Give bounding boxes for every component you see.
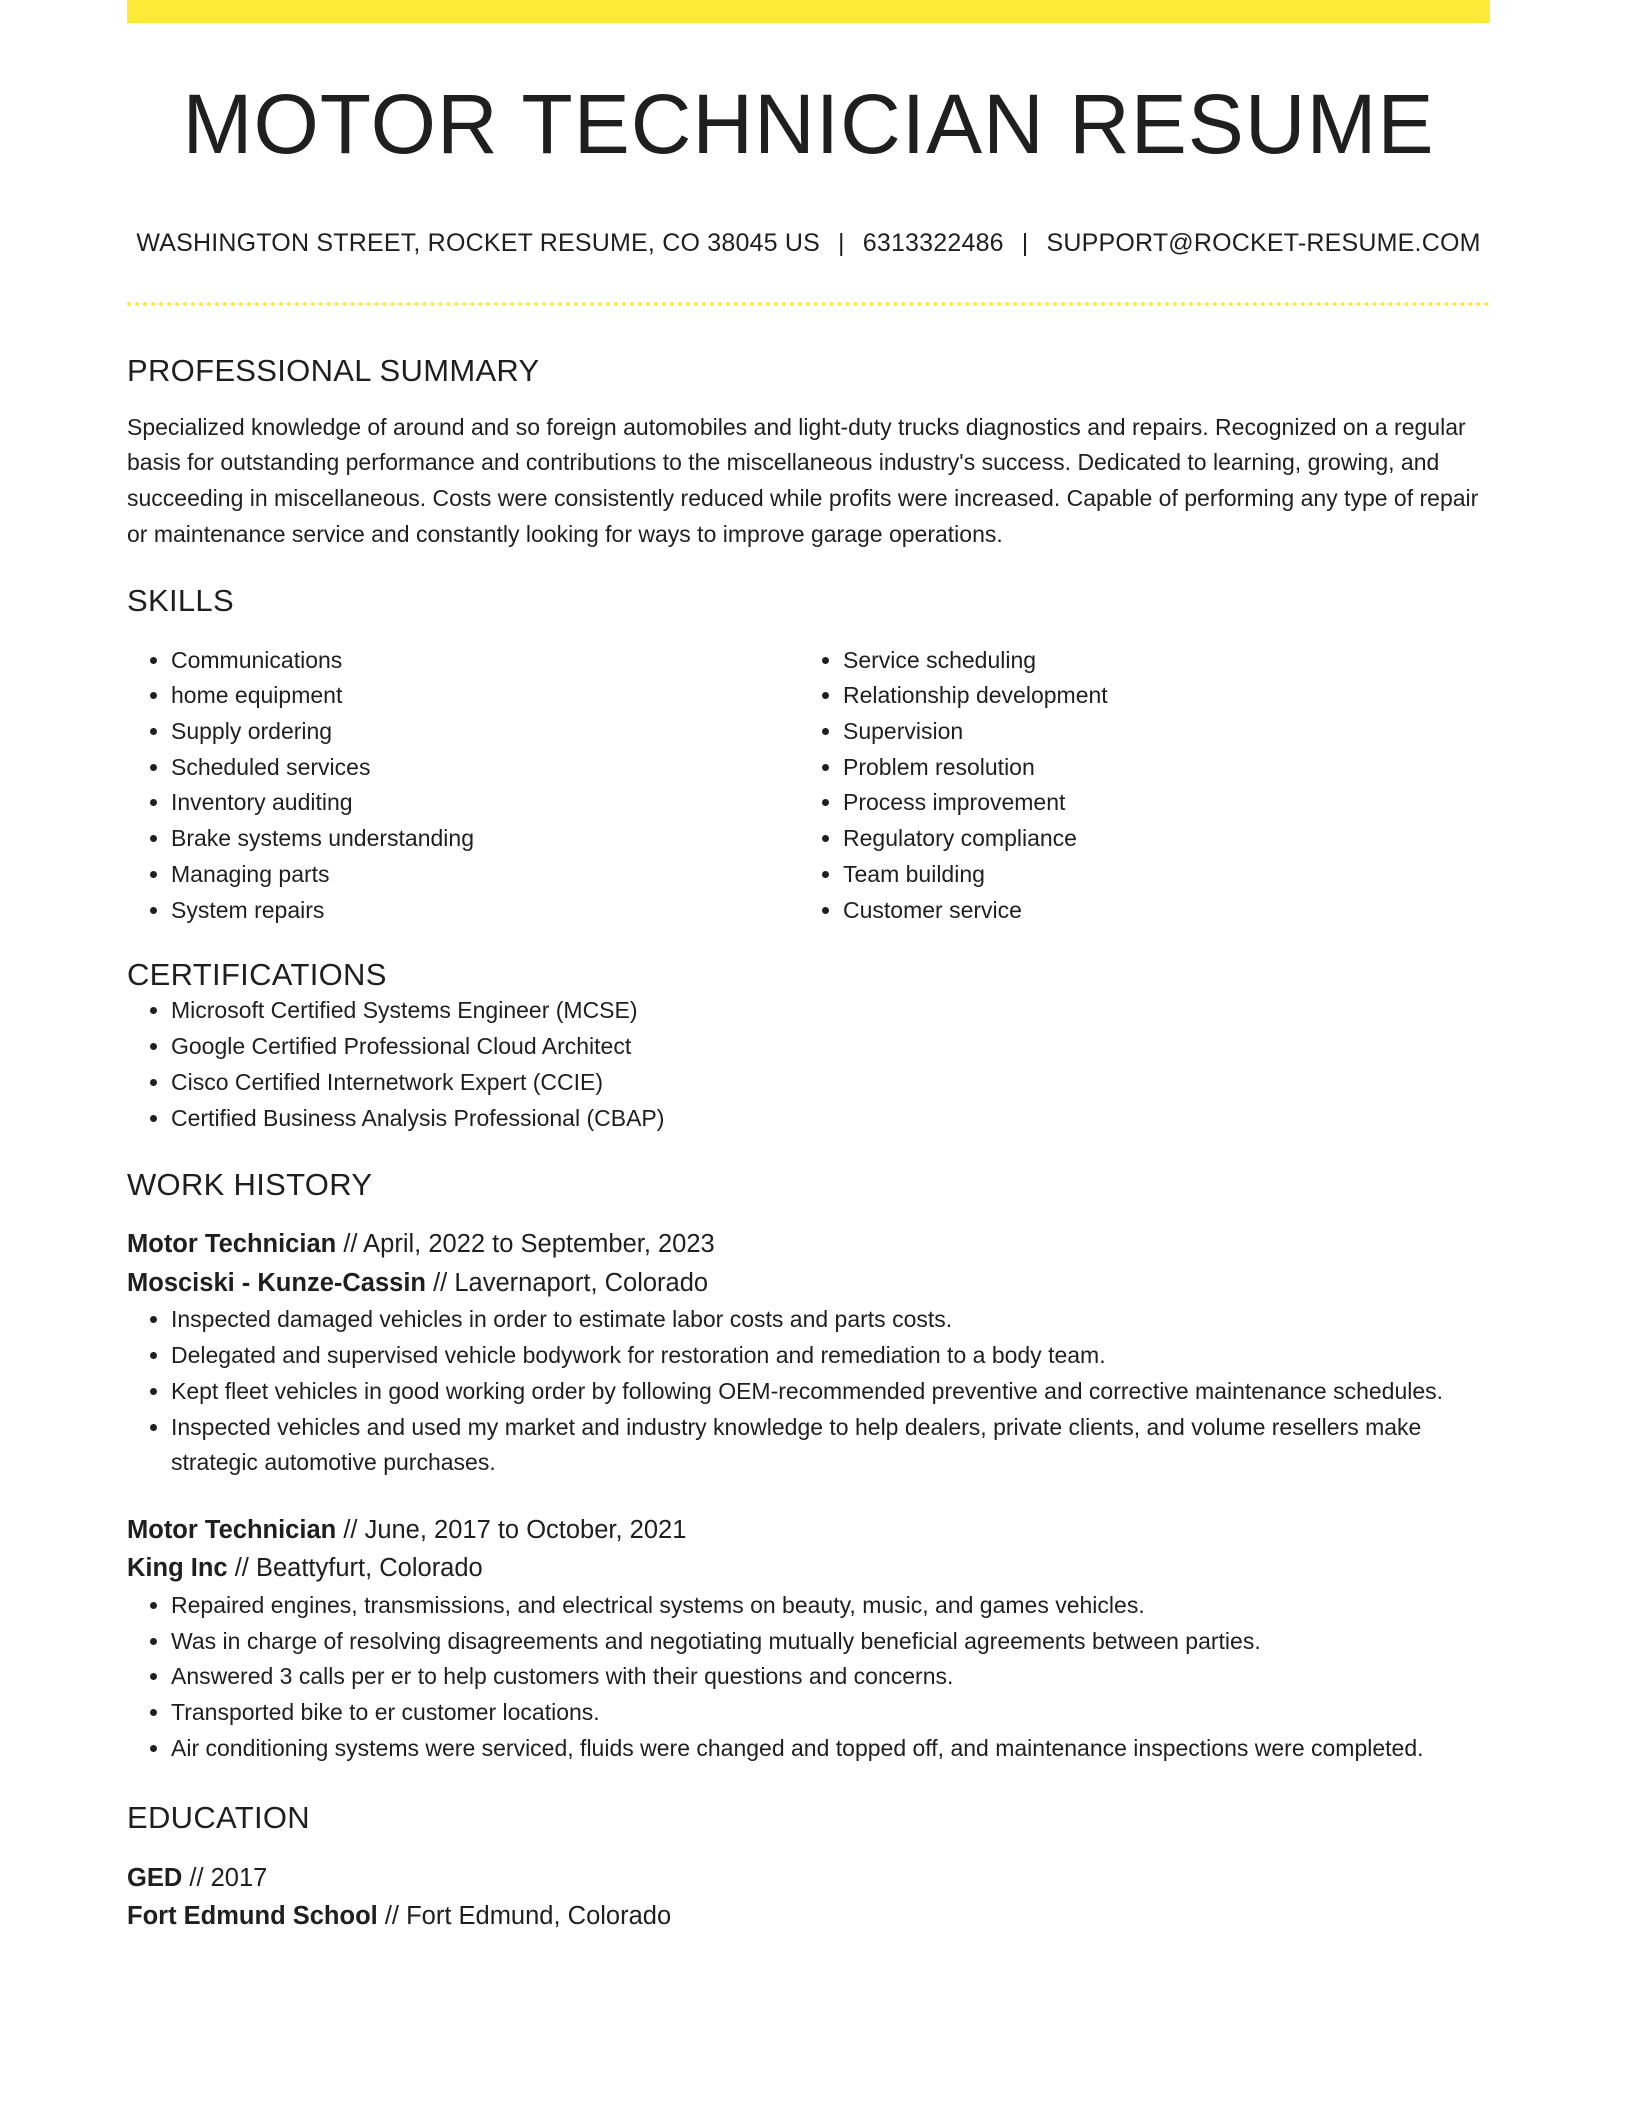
skill-item: • home equipment <box>171 678 799 714</box>
education-entry <box>127 1859 1490 1936</box>
job-duty: • Air conditioning systems were serviced, fluids were changed and topped off, and maintenance inspections were completed. <box>171 1731 1490 1767</box>
skills-list-right <box>799 643 1490 929</box>
job-company-line <box>127 1264 1490 1303</box>
job-duty: • Inspected damaged vehicles in order to estimate labor costs and parts costs. <box>171 1302 1490 1338</box>
job-role: Motor Technician <box>127 1230 337 1259</box>
skills-list-left <box>127 643 799 929</box>
top-accent-bar <box>127 0 1490 23</box>
job-duty: • Kept fleet vehicles in good working order by following OEM-recommended preventive and corrective maintenance schedules. <box>171 1374 1490 1410</box>
contact-line <box>127 228 1490 258</box>
contact-separator: | <box>838 229 845 258</box>
resume-title: MOTOR TECHNICIAN RESUME <box>182 77 1435 171</box>
contact-separator: | <box>1021 229 1029 258</box>
job-title-line <box>127 1225 1490 1264</box>
job-location: // Beattyfurt, Colorado <box>234 1554 483 1583</box>
skill-item: • Supervision <box>843 714 1490 750</box>
skill-item: • Inventory auditing <box>171 785 799 821</box>
certification-item: • Google Certified Professional Cloud Architect <box>171 1029 1490 1065</box>
skill-item: • Process improvement <box>843 785 1490 821</box>
skill-item: • Team building <box>843 857 1490 893</box>
skills-grid <box>127 643 1490 929</box>
skill-item: • Regulatory compliance <box>843 821 1490 857</box>
dotted-divider <box>127 302 1490 306</box>
job-dates: // April, 2022 to September, 2023 <box>343 1230 715 1259</box>
job-duty: • Inspected vehicles and used my market and industry knowledge to help dealers, private clients, and volume resellers make strategic automotive purchases. <box>171 1410 1490 1481</box>
skill-item: • Managing parts <box>171 857 799 893</box>
certification-item: • Cisco Certified Internetwork Expert (CCIE) <box>171 1065 1490 1101</box>
job-entry <box>127 1511 1490 1767</box>
job-duty: • Repaired engines, transmissions, and electrical systems on beauty, music, and games vehicles. <box>171 1588 1490 1624</box>
education-school: Fort Edmund School <box>127 1902 378 1931</box>
education-heading: EDUCATION <box>127 1800 310 1836</box>
education-location: // Fort Edmund, Colorado <box>384 1902 672 1931</box>
skill-item: • Customer service <box>843 893 1490 929</box>
job-duties-list <box>127 1302 1490 1481</box>
skill-item: • Communications <box>171 643 799 679</box>
skills-heading: SKILLS <box>127 583 234 619</box>
job-dates: // June, 2017 to October, 2021 <box>343 1515 687 1544</box>
skill-item: • Service scheduling <box>843 643 1490 679</box>
job-role: Motor Technician <box>127 1515 337 1544</box>
education-year: // 2017 <box>189 1863 268 1892</box>
job-duty: • Answered 3 calls per er to help customers with their questions and concerns. <box>171 1659 1490 1695</box>
certification-item: • Microsoft Certified Systems Engineer (MCSE) <box>171 993 1490 1029</box>
job-duty: • Delegated and supervised vehicle bodywork for restoration and remediation to a body team. <box>171 1338 1490 1374</box>
job-duty: • Transported bike to er customer locations. <box>171 1695 1490 1731</box>
job-duty: • Was in charge of resolving disagreements and negotiating mutually beneficial agreements between parties. <box>171 1624 1490 1660</box>
contact-email[interactable]: SUPPORT@ROCKET-RESUME.COM <box>1046 229 1481 258</box>
skill-item: • Scheduled services <box>171 750 799 786</box>
job-company: King Inc <box>127 1554 228 1583</box>
skill-item: • Brake systems understanding <box>171 821 799 857</box>
skill-item: • System repairs <box>171 893 799 929</box>
contact-address: WASHINGTON STREET, ROCKET RESUME, CO 38045 US <box>136 229 821 258</box>
education-degree-line <box>127 1859 1490 1898</box>
job-title-line <box>127 1511 1490 1550</box>
certification-item: • Certified Business Analysis Professional (CBAP) <box>171 1101 1490 1137</box>
skill-item: • Problem resolution <box>843 750 1490 786</box>
summary-text: Specialized knowledge of around and so foreign automobiles and light-duty trucks diagnostics and repairs. Recognized on a regular basis for outstanding performance and contributions to the miscellaneous industry's success. Dedicated to learning, growing, and succeeding in miscellaneous. Costs were consistently reduced while profits were increased. Capable of performing any type of repair or maintenance service and constantly looking for ways to improve garage operations. <box>127 413 1479 547</box>
job-duties-list <box>127 1588 1490 1767</box>
skill-item: • Supply ordering <box>171 714 799 750</box>
certifications-heading: CERTIFICATIONS <box>127 957 387 993</box>
job-company-line <box>127 1549 1490 1588</box>
job-location: // Lavernaport, Colorado <box>433 1268 709 1297</box>
summary-heading: PROFESSIONAL SUMMARY <box>127 353 540 389</box>
work-history-heading: WORK HISTORY <box>127 1167 373 1203</box>
resume-content <box>127 0 1490 1936</box>
contact-phone[interactable]: 6313322486 <box>862 229 1004 258</box>
skill-item: • Relationship development <box>843 678 1490 714</box>
job-entry <box>127 1225 1490 1481</box>
education-degree: GED <box>127 1863 183 1892</box>
certifications-list <box>127 993 1490 1136</box>
job-company: Mosciski - Kunze-Cassin <box>127 1268 426 1297</box>
education-school-line <box>127 1897 1490 1936</box>
